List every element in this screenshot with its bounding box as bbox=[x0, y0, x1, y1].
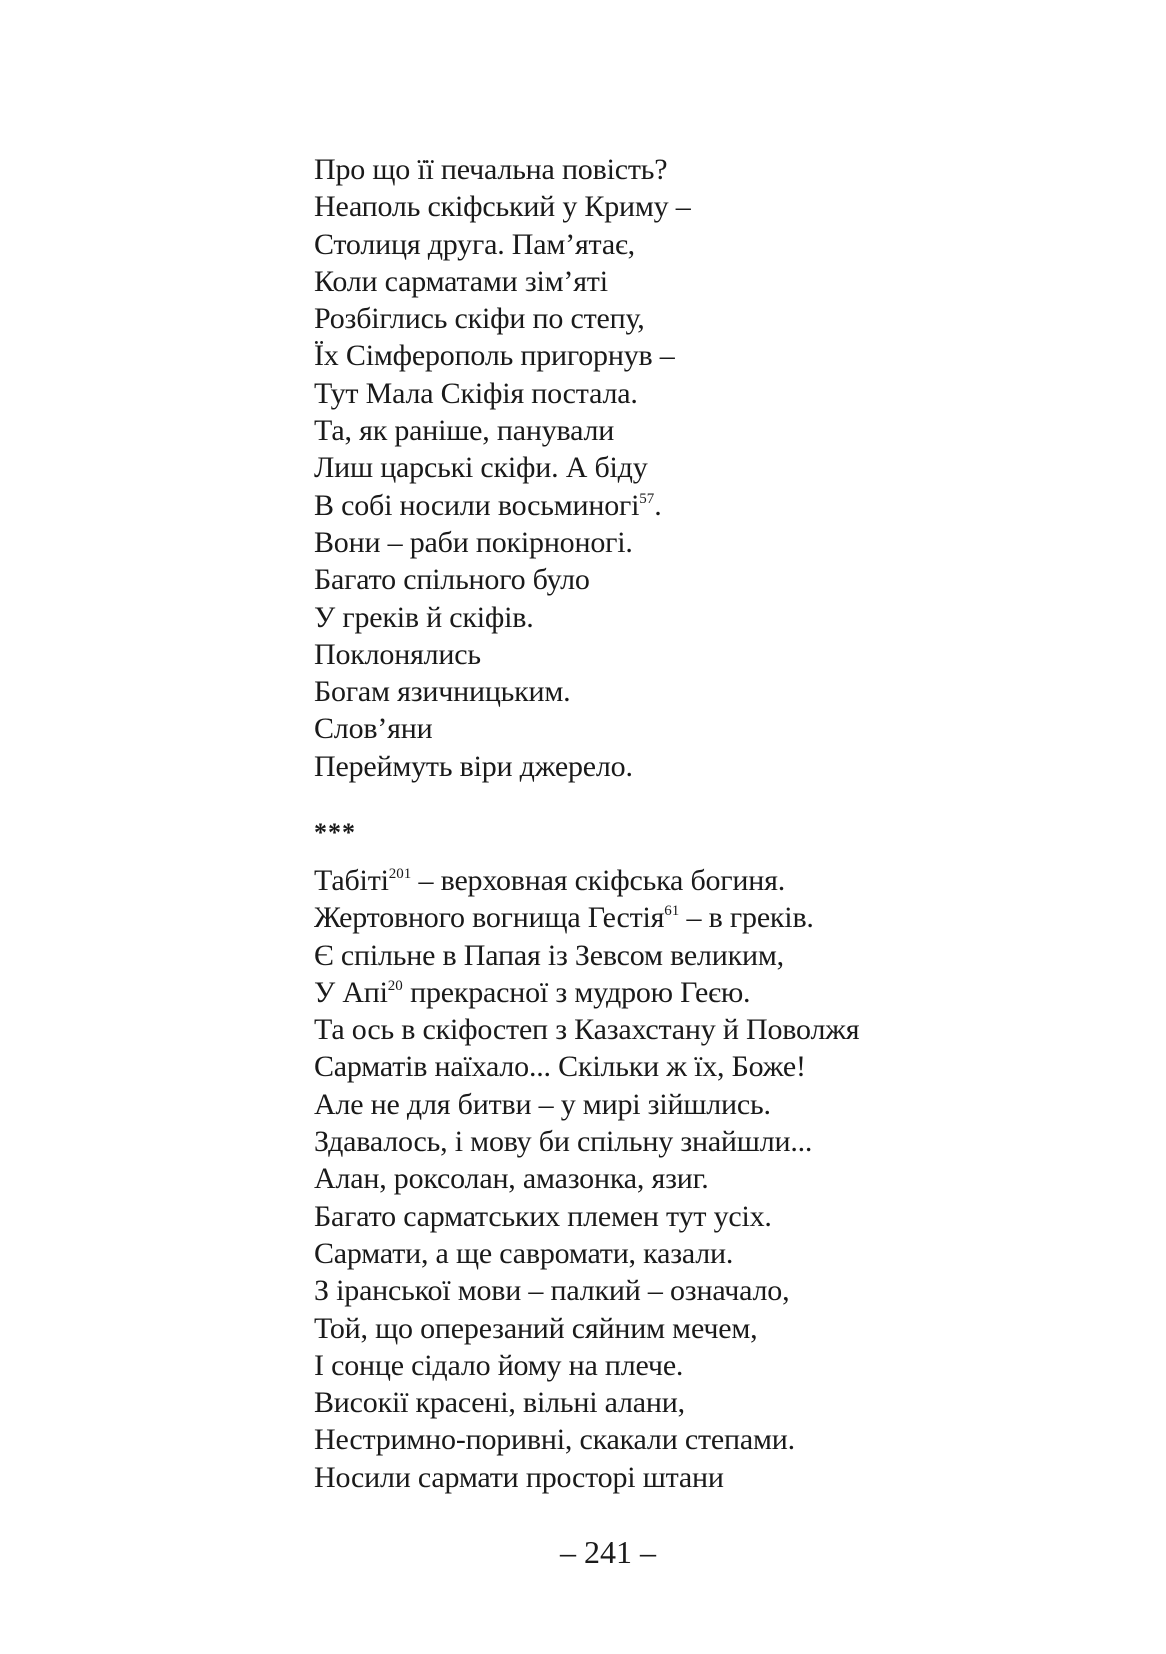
line-text-continued: – верховная скіфська богиня. bbox=[411, 864, 786, 897]
poem-line: Богам язичницьким. bbox=[314, 675, 571, 709]
poem-line: Лиш царські скіфи. А біду bbox=[314, 451, 648, 485]
line-text-continued: прекрасної з мудрою Геєю. bbox=[402, 975, 751, 1009]
poem-line: Про що її печальна повість? bbox=[314, 153, 668, 186]
line-text: Жертовного вогнища Гестія bbox=[314, 901, 665, 935]
poem-line: Нестримно-поривні, скакали степами. bbox=[314, 1423, 795, 1457]
poem-line: Слов’яни bbox=[314, 712, 433, 746]
poem-line: Та, як раніше, панували bbox=[314, 414, 615, 448]
stanza-second bbox=[314, 862, 1034, 1496]
poem-line: Поклонялись bbox=[314, 637, 481, 671]
poem-line: Сарматів наїхало... Скільки ж їх, Боже! bbox=[314, 1050, 806, 1084]
poem-line: Вони – раби покірноногі. bbox=[314, 525, 633, 559]
line-text-continued: . bbox=[654, 488, 662, 522]
footnote-ref: 57 bbox=[639, 490, 655, 507]
stanza-first bbox=[314, 151, 1034, 785]
page-footer bbox=[0, 1532, 1166, 1572]
poem-line bbox=[314, 487, 1034, 524]
poem-line: Той, що оперезаний сяйним мечем, bbox=[314, 1311, 758, 1345]
footnote-ref: 20 bbox=[387, 977, 403, 994]
page-number: – 241 – bbox=[560, 1534, 656, 1570]
poem-line: Неаполь скіфський у Криму – bbox=[314, 190, 691, 224]
poem-line: Сармати, а ще савромати, казали. bbox=[314, 1236, 734, 1270]
poem-line: Розбіглись скіфи по степу, bbox=[314, 302, 645, 336]
poem-line: Коли сарматами зім’яті bbox=[314, 264, 608, 298]
poem-line bbox=[314, 974, 1034, 1011]
poem-line bbox=[314, 862, 1034, 899]
section-separator: *** bbox=[314, 818, 356, 847]
poem-line: Багато сарматських племен тут усіх. bbox=[314, 1199, 772, 1233]
poem-line: І сонце сідало йому на плече. bbox=[314, 1348, 684, 1382]
footnote-ref: 61 bbox=[664, 903, 680, 920]
poem-line: З іранської мови – палкий – означало, bbox=[314, 1274, 790, 1308]
poem-line: Та ось в скіфостеп з Казахстану й Поволжя bbox=[314, 1013, 860, 1047]
poem-line: Тут Мала Скіфія постала. bbox=[314, 376, 638, 410]
footnote-ref: 201 bbox=[388, 866, 412, 882]
poem-line: Є спільне в Папая із Зевсом великим, bbox=[314, 938, 784, 972]
line-text: В собі носили восьминогі bbox=[314, 488, 640, 522]
poem-line: У греків й скіфів. bbox=[314, 600, 534, 634]
poem-line: Столиця друга. Пам’ятає, bbox=[314, 227, 635, 261]
poem-line: Високії красені, вільні алани, bbox=[314, 1386, 685, 1420]
poem-line: Здавалось, і мову би спільну знайшли... bbox=[314, 1125, 813, 1159]
line-text: Табіті bbox=[314, 864, 389, 897]
poem-line: Переймуть віри джерело. bbox=[314, 749, 633, 783]
line-text: У Апі bbox=[314, 975, 388, 1009]
poem-line: Алан, роксолан, амазонка, язиг. bbox=[314, 1162, 709, 1196]
poem-line bbox=[314, 899, 1034, 936]
poem-line: Носили сармати просторі штани bbox=[314, 1460, 724, 1494]
poem-line: Їх Сімферополь пригорнув – bbox=[314, 339, 675, 373]
line-text-continued: – в греків. bbox=[679, 901, 814, 935]
poem-line: Багато спільного було bbox=[314, 563, 590, 597]
poem-line: Але не для битви – у мирі зійшлись. bbox=[314, 1087, 771, 1121]
